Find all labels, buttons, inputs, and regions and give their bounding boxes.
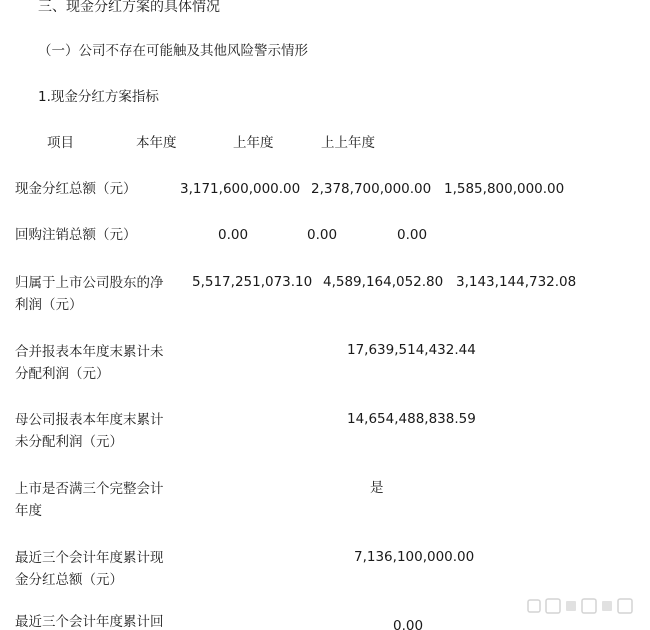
header-year-before-last: 上上年度 [321,135,375,151]
header-current-year: 本年度 [136,135,177,151]
row-label-parent-undistributed: 母公司报表本年度末累计未分配利润（元） [15,412,164,450]
net-profit-before-last: 3,143,144,732.08 [456,274,577,290]
subsection-title: （一）公司不存在可能触及其他风险警示情形 [38,43,308,59]
row-label-net-profit: 归属于上市公司股东的净利润（元） [15,275,164,313]
consolidated-undistributed-value: 17,639,514,432.44 [347,342,476,358]
net-profit-last: 4,589,164,052.80 [323,274,444,290]
net-profit-current: 5,517,251,073.10 [192,274,313,290]
parent-undistributed-value: 14,654,488,838.59 [347,411,476,427]
row-label-listed-three-years: 上市是否满三个完整会计年度 [15,481,164,519]
buyback-before-last: 0.00 [397,227,428,243]
watermark-logo [526,596,636,616]
row-label-buyback: 回购注销总额（元） [15,227,137,243]
cash-dividend-last: 2,378,700,000.00 [311,181,432,197]
listed-three-years-value: 是 [370,480,384,496]
header-last-year: 上年度 [233,135,274,151]
row-label-consolidated-undistributed: 合并报表本年度末累计未分配利润（元） [15,344,164,382]
watermark-mark-icon [526,596,636,616]
row-label-three-year-buyback: 最近三个会计年度累计回 [15,614,164,630]
buyback-last: 0.00 [307,227,338,243]
three-year-dividend-value: 7,136,100,000.00 [354,549,475,565]
header-item: 项目 [47,135,74,151]
three-year-buyback-value: 0.00 [393,618,424,630]
table-title: 1.现金分红方案指标 [38,89,159,105]
row-label-three-year-dividend: 最近三个会计年度累计现金分红总额（元） [15,550,164,588]
cash-dividend-before-last: 1,585,800,000.00 [444,181,565,197]
row-label-cash-dividend: 现金分红总额（元） [15,181,137,197]
cash-dividend-current: 3,171,600,000.00 [180,181,301,197]
buyback-current: 0.00 [218,227,249,243]
section-title: 三、现金分红方案的具体情况 [38,0,220,15]
